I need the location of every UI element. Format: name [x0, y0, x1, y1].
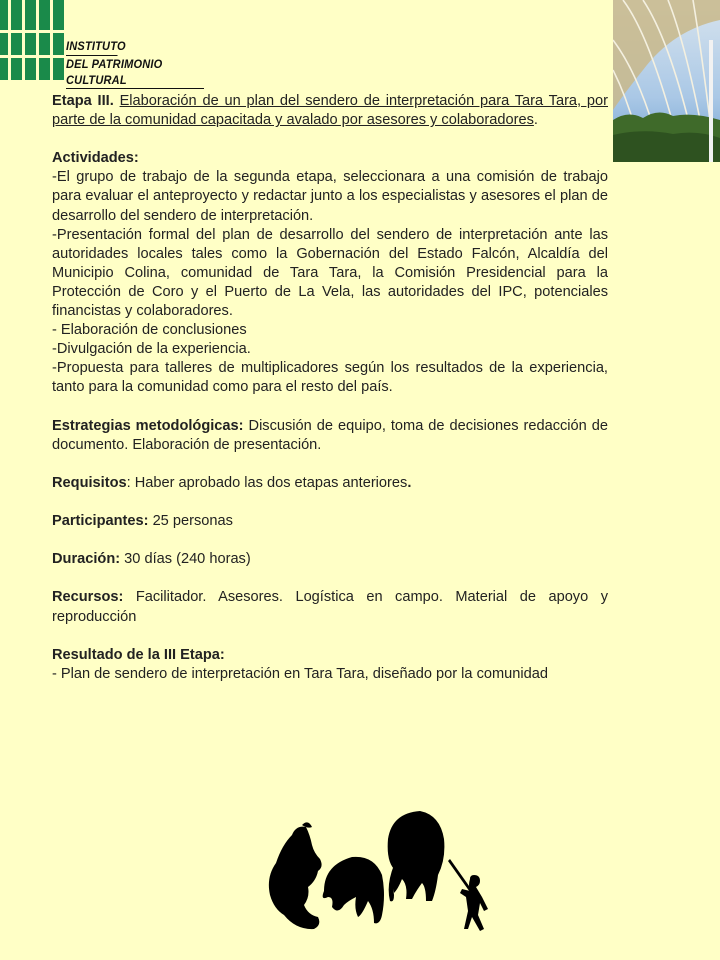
logo-text	[66, 38, 204, 89]
glyptodont-icon	[323, 857, 384, 924]
actividad-item: -Propuesta para talleres de multiplicadores según los resultados de la experiencia, tanto para la comunidad como para el resto del país.	[52, 360, 608, 396]
estrategias-paragraph	[52, 417, 608, 455]
actividad-item: -Presentación formal del plan de desarrollo del sendero de interpretación ante las autoridades locales tales como la Gobernación del Estado Falcón, Alcaldía del Municipio Colina, comunidad de Tara Tara, la Comisión Presidencial para la Protección de Coro y el Puerto de La Vela, las autoridades del IPC, potenciales financistas y colaboradores.	[52, 226, 608, 320]
logo-line1: INSTITUTO	[66, 38, 118, 56]
requisitos-label: Requisitos	[52, 474, 127, 491]
stage-description	[52, 92, 608, 684]
resultado-heading	[52, 646, 608, 665]
estrategias-text: Discusión de equipo, toma de decisiones redacción de documento. Elaboración de presentación.	[52, 417, 608, 453]
recursos-text: Facilitador. Asesores. Logística en campo. Material de apoyo y reproducción	[52, 589, 608, 625]
participantes-paragraph	[52, 512, 608, 531]
etapa-label: Etapa III.	[52, 93, 114, 109]
requisitos-end: .	[407, 474, 412, 491]
requisitos-paragraph	[52, 474, 608, 493]
participantes-text: 25 personas	[148, 513, 233, 530]
architecture-photo	[613, 0, 720, 162]
actividad-item: -El grupo de trabajo de la segunda etapa, seleccionara a una comisión de trabajo para evaluar el anteproyecto y redactar junto a los especialistas y asesores el plan de desarrollo del sendero de interpretación.	[52, 169, 608, 224]
etapa-text: Elaboración de un plan del sendero de interpretación para Tara Tara, por parte de la comunidad capacitada y avalado por asesores y colaboradores	[52, 93, 608, 129]
actividad-item: - Elaboración de conclusiones	[52, 322, 247, 339]
resultado-heading-text: Resultado de la III Etapa:	[52, 646, 225, 663]
actividades-heading-text: Actividades:	[52, 150, 139, 167]
actividades-heading	[52, 149, 608, 168]
participantes-label: Participantes:	[52, 513, 149, 530]
logo-line2: DEL PATRIMONIO CULTURAL	[66, 56, 204, 89]
logo-mark-icon	[0, 0, 64, 80]
etapa-paragraph	[52, 92, 608, 130]
prehistoric-animals-illustration	[262, 805, 502, 940]
requisitos-text: : Haber aprobado las dos etapas anteriores	[126, 474, 408, 491]
resultado-text: - Plan de sendero de interpretación en Tara Tara, diseñado por la comunidad	[52, 665, 548, 682]
duracion-label: Duración:	[52, 551, 121, 568]
recursos-label: Recursos:	[52, 589, 124, 606]
etapa-end: .	[533, 112, 538, 129]
duracion-text: 30 días (240 horas)	[120, 551, 251, 568]
institute-logo	[0, 0, 215, 87]
recursos-paragraph	[52, 588, 608, 626]
estrategias-label: Estrategias metodológicas:	[52, 417, 244, 434]
duracion-paragraph	[52, 550, 608, 569]
actividad-item: -Divulgación de la experiencia.	[52, 341, 251, 358]
ground-sloth-icon	[269, 827, 322, 929]
mammoth-icon	[388, 811, 445, 901]
